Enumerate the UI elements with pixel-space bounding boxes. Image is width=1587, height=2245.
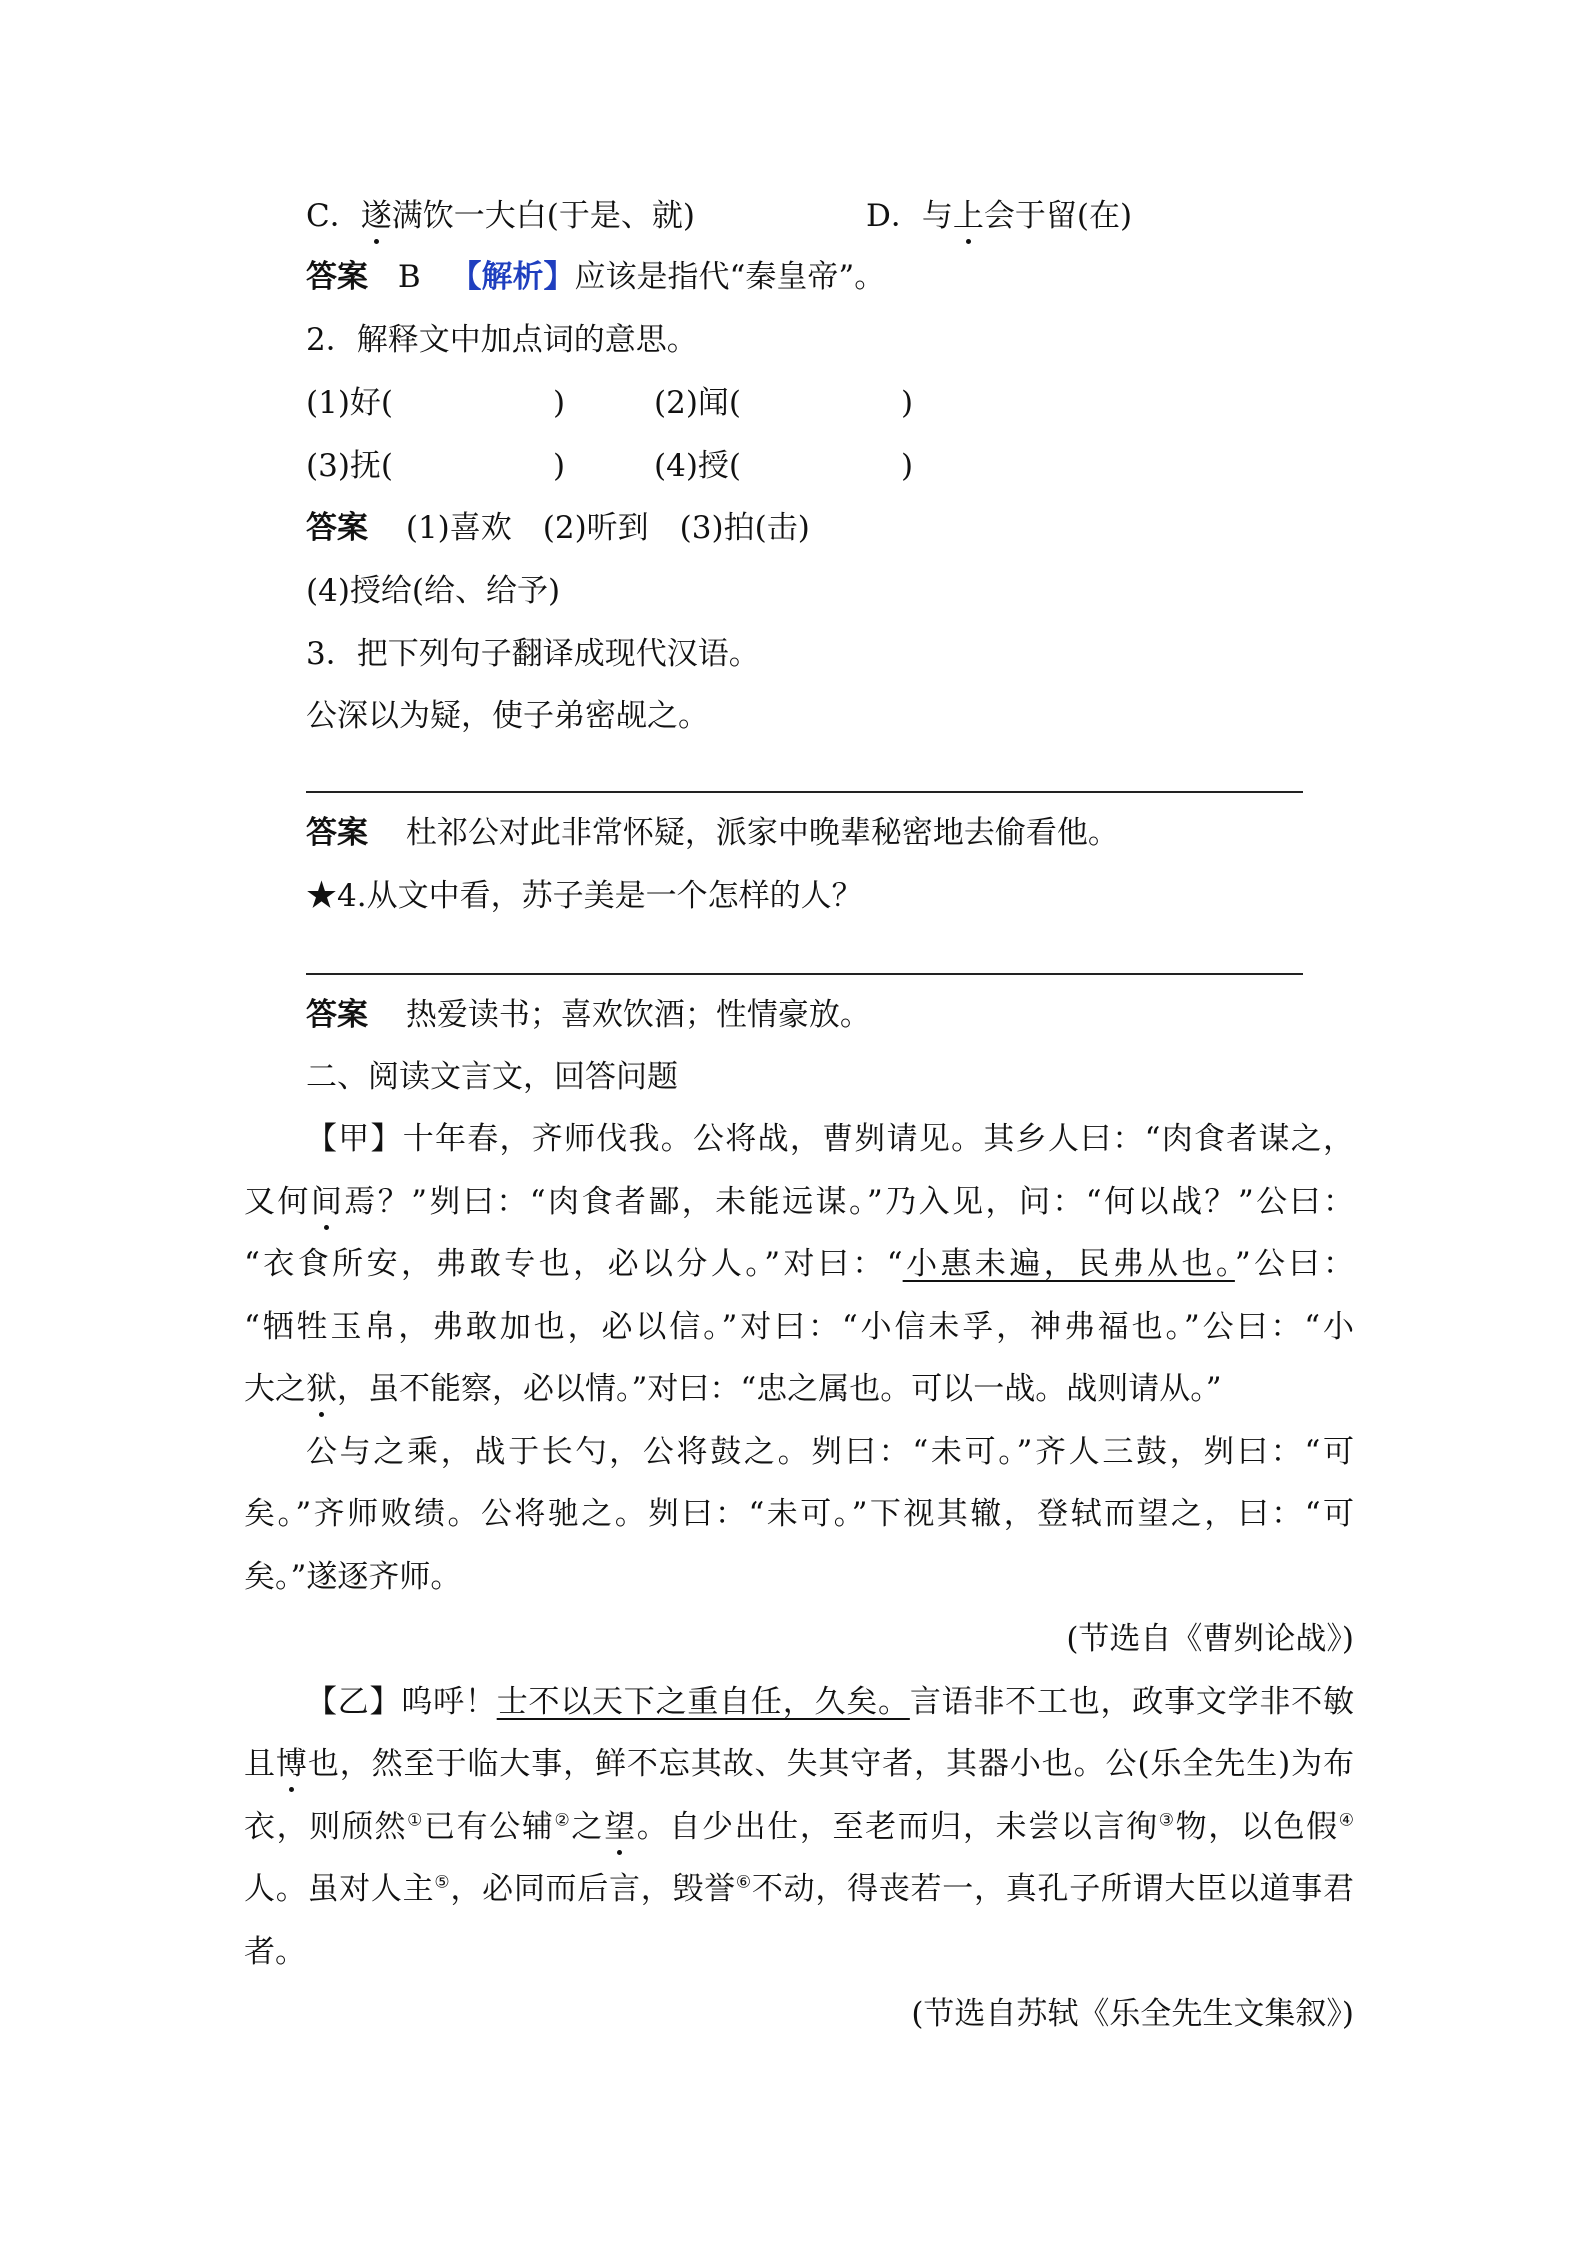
text: 又何 xyxy=(244,1184,311,1220)
answer-blank-line xyxy=(306,973,1303,975)
dotted-word: 狱 xyxy=(306,1367,337,1411)
underlined-sentence: 小惠未遍，民弗从也。 xyxy=(902,1246,1235,1282)
answer-blank-line xyxy=(306,791,1303,793)
footnote-marker: ⑥ xyxy=(735,1872,752,1893)
item-close: ) xyxy=(553,385,566,421)
footnote-marker: ② xyxy=(554,1810,572,1831)
text: 物，以色假 xyxy=(1175,1809,1339,1845)
footnote-marker: ④ xyxy=(1338,1810,1355,1831)
text: 人。虽对人主 xyxy=(244,1871,435,1907)
answer-label: 答案 xyxy=(306,510,368,546)
item-label: (2)闻( xyxy=(654,385,742,421)
dotted-word: 上 xyxy=(953,194,984,238)
text: 焉？”刿曰：“肉食者鄙，未能远谋。”乃入见，问：“何以战？”公曰： xyxy=(341,1184,1354,1220)
passage-jia-line: 【甲】十年春，齐师伐我。公将战，曹刿请见。其乡人曰：“肉食者谋之， xyxy=(306,1121,1354,1157)
passage-jia-line xyxy=(244,1242,1354,1286)
q1-answer xyxy=(306,255,885,299)
dotted-word: 遂 xyxy=(361,194,392,238)
option-d-prefix: D．与 xyxy=(866,198,953,234)
passage-jia-line xyxy=(244,1367,1222,1411)
answer-choice: B xyxy=(397,259,421,295)
q2-answer xyxy=(306,506,810,550)
passage-jia-source: (节选自《曹刿论战》) xyxy=(1066,1621,1354,1657)
q2-item-4 xyxy=(654,444,913,488)
section-title: 二、阅读文言文，回答问题 xyxy=(306,1059,678,1095)
q3-prompt: 3．把下列句子翻译成现代汉语。 xyxy=(306,636,760,672)
footnote-marker: ① xyxy=(407,1810,425,1831)
answer-label: 答案 xyxy=(306,997,368,1033)
footnote-marker: ⑤ xyxy=(434,1872,451,1893)
q2-item-1 xyxy=(306,381,565,425)
text: “衣食所安，弗敢专也，必以分人。”对曰：“ xyxy=(244,1246,903,1282)
text: 已有公辅 xyxy=(424,1809,555,1845)
text: 【乙】呜呼！ xyxy=(306,1684,497,1720)
text: ”公曰： xyxy=(1234,1246,1355,1282)
dotted-word: 望 xyxy=(604,1805,635,1849)
analysis-label: 【解析】 xyxy=(450,259,575,295)
item-close: ) xyxy=(901,448,914,484)
underlined-sentence: 士不以天下之重自任，久矣。 xyxy=(496,1684,910,1720)
passage-yi-line xyxy=(244,1742,1354,1786)
answer-text: 杜祁公对此非常怀疑，派家中晚辈秘密地去偷看他。 xyxy=(405,815,1119,851)
dotted-word: 间 xyxy=(311,1180,342,1224)
passage-yi-line xyxy=(244,1867,1354,1911)
answer-label: 答案 xyxy=(306,815,368,851)
option-c-prefix: C． xyxy=(306,198,361,234)
passage-jia-line: “牺牲玉帛，弗敢加也，必以信。”对曰：“小信未孚，神弗福也。”公曰：“小 xyxy=(244,1309,1354,1345)
q1-option-d xyxy=(866,194,1132,238)
item-close: ) xyxy=(553,448,566,484)
text: ，虽不能察，必以情。”对曰：“忠之属也。可以一战。战则请从。” xyxy=(337,1371,1222,1407)
answer-text: (1)喜欢 (2)听到 (3)拍(击) xyxy=(405,510,810,546)
passage-yi-line: 者。 xyxy=(244,1934,306,1970)
passage-yi-source: (节选自苏轼《乐全先生文集叙》) xyxy=(911,1996,1354,2032)
item-label: (4)授( xyxy=(654,448,742,484)
text: 且 xyxy=(244,1746,276,1782)
q3-sentence: 公深以为疑，使子弟密觇之。 xyxy=(306,698,709,734)
passage-yi-line xyxy=(244,1805,1354,1849)
option-c-text: 满饮一大白(于是、就) xyxy=(391,198,695,234)
footnote-marker: ③ xyxy=(1158,1810,1176,1831)
passage-jia-line: 公与之乘，战于长勺，公将鼓之。刿曰：“未可。”齐人三鼓，刿曰：“可 xyxy=(306,1434,1354,1470)
text: 衣，则颀然 xyxy=(244,1809,408,1845)
item-label: (1)好( xyxy=(306,385,394,421)
analysis-text: 应该是指代“秦皇帝”。 xyxy=(574,259,886,295)
text: 。自少出仕，至老而归，未尝以言徇 xyxy=(635,1809,1159,1845)
dotted-word: 博 xyxy=(276,1742,307,1786)
q4-answer xyxy=(306,993,871,1037)
option-d-text: 会于留(在) xyxy=(983,198,1133,234)
text: 之 xyxy=(571,1809,605,1845)
text: 大之 xyxy=(244,1371,306,1407)
passage-jia-line: 矣。”遂逐齐师。 xyxy=(244,1559,462,1595)
q2-item-3 xyxy=(306,444,565,488)
text: 也，然至于临大事，鲜不忘其故、失其守者，其器小也。公(乐全先生)为布 xyxy=(306,1746,1355,1782)
q4-prompt: ★4.从文中看，苏子美是一个怎样的人？ xyxy=(306,878,863,914)
q2-answer-continued: (4)授给(给、给予) xyxy=(306,573,561,609)
passage-jia-line: 矣。”齐师败绩。公将驰之。刿曰：“未可。”下视其辙，登轼而望之，曰：“可 xyxy=(244,1496,1354,1532)
answer-label: 答案 xyxy=(306,259,368,295)
passage-jia-line xyxy=(244,1180,1354,1224)
answer-text: 热爱读书；喜欢饮酒；性情豪放。 xyxy=(405,997,871,1033)
text: 不动，得丧若一，真孔子所谓大臣以道事君 xyxy=(751,1871,1355,1907)
text: 言语非不工也，政事文学非不敏 xyxy=(909,1684,1354,1720)
q2-prompt: 2．解释文中加点词的意思。 xyxy=(306,322,698,358)
q3-answer xyxy=(306,811,1119,855)
q2-item-2 xyxy=(654,381,913,425)
passage-yi-line xyxy=(306,1680,1354,1724)
text: ，必同而后言，毁誉 xyxy=(450,1871,736,1907)
q1-option-c xyxy=(306,194,695,238)
item-label: (3)抚( xyxy=(306,448,394,484)
item-close: ) xyxy=(901,385,914,421)
